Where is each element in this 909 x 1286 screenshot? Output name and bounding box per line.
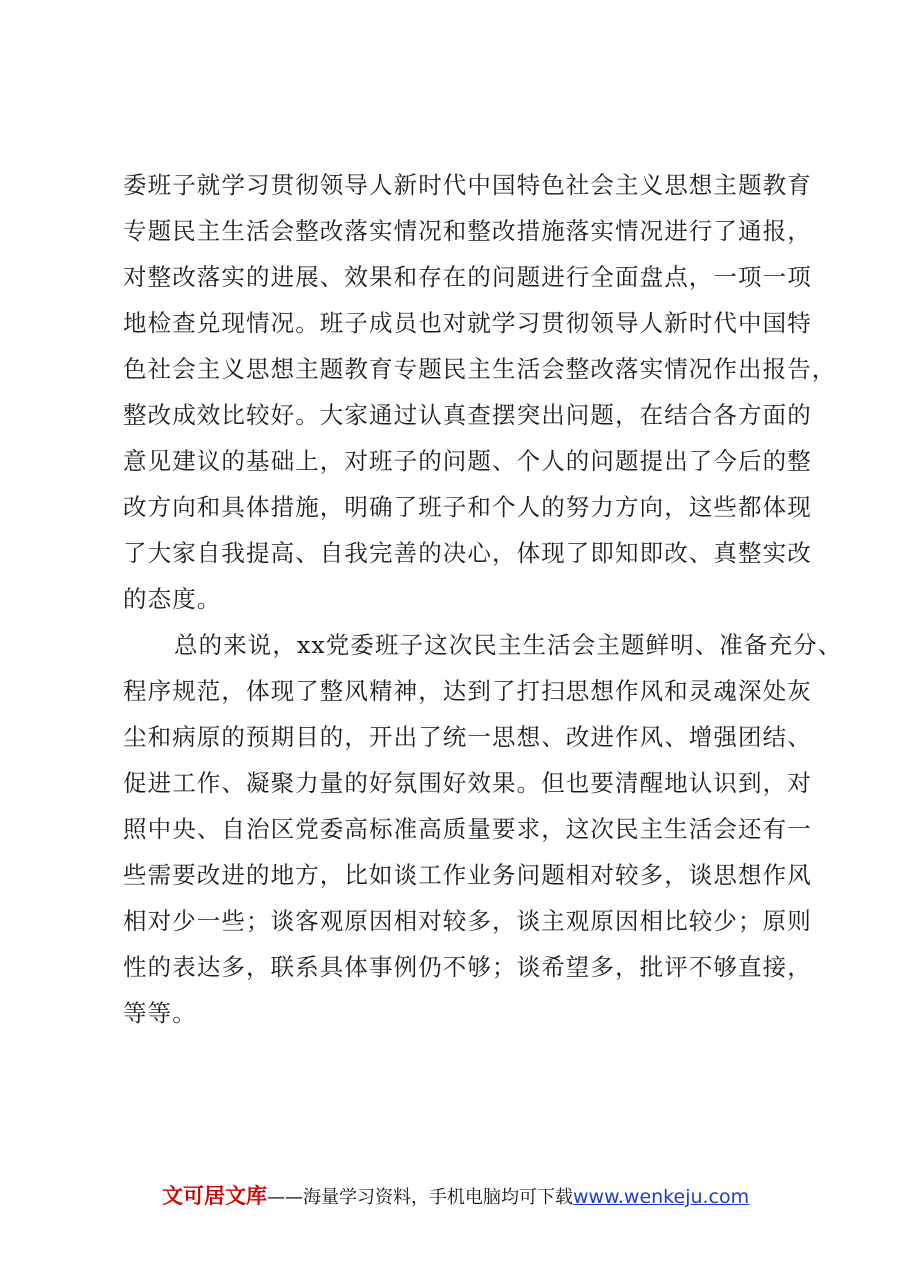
body-line-16: 些需要改进的地方，比如谈工作业务问题相对较多，谈思想作风 [123,861,812,889]
body-line-7: 意见建议的基础上，对班子的问题、个人的问题提出了今后的整 [123,447,812,475]
body-line-4: 地检查兑现情况。班子成员也对就学习贯彻领导人新时代中国特 [123,309,812,337]
body-line-9: 了大家自我提高、自我完善的决心，体现了即知即改、真整实改 [123,539,812,567]
body-line-12: 程序规范，体现了整风精神，达到了打扫思想作风和灵魂深处灰 [123,677,812,705]
body-line-3: 对整改落实的进展、效果和存在的问题进行全面盘点，一项一项 [123,263,812,291]
body-line-14: 促进工作、凝聚力量的好氛围好效果。但也要清醒地认识到，对 [123,769,812,797]
body-line-2: 专题民主生活会整改落实情况和整改措施落实情况进行了通报， [123,217,812,245]
footer-banner [162,1182,749,1210]
body-line-11: 总的来说，xx党委班子这次民主生活会主题鲜明、准备充分、 [174,631,843,659]
body-line-15: 照中央、自治区党委高标准高质量要求，这次民主生活会还有一 [123,815,812,843]
body-line-6: 整改成效比较好。大家通过认真查摆突出问题，在结合各方面的 [123,401,812,429]
body-line-17: 相对少一些；谈客观原因相对较多，谈主观原因相比较少；原则 [123,907,812,935]
footer-brand: 文可居文库 [162,1184,267,1208]
body-line-5: 色社会主义思想主题教育专题民主生活会整改落实情况作出报告， [123,355,837,383]
body-line-18: 性的表达多，联系具体事例仍不够；谈希望多，批评不够直接， [123,953,812,981]
footer-tagline: ——海量学习资料，手机电脑均可下载 [267,1187,573,1208]
body-line-8: 改方向和具体措施，明确了班子和个人的努力方向，这些都体现 [123,493,812,521]
body-line-19: 等等。 [123,999,197,1027]
body-line-13: 尘和病原的预期目的，开出了统一思想、改进作风、增强团结、 [123,723,812,751]
body-line-1: 委班子就学习贯彻领导人新时代中国特色社会主义思想主题教育 [123,171,812,199]
footer-website-link[interactable]: www.wenkeju.com [573,1186,750,1208]
body-line-10: 的态度。 [123,585,222,613]
